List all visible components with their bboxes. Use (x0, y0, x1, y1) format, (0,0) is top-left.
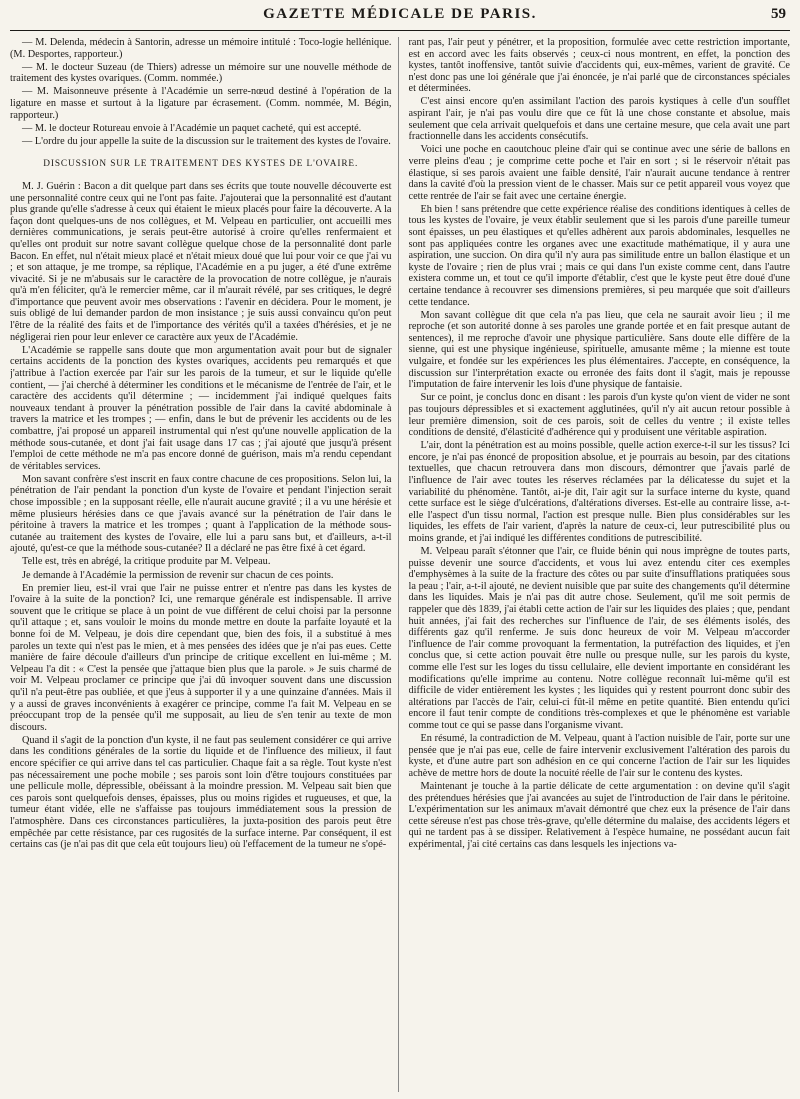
paragraph: Telle est, très en abrégé, la critique produite par M. Velpeau. (22, 556, 271, 568)
paragraph: M. J. Guérin : Bacon a dit quelque part dans ses écrits que toute nouvelle découverte est une personnalité contre ceux qui ne l'ont pas faite. J'ajouterai que la personnalité est d'autant plus grande qu'elle s'adresse à ceux qui étaient le mieux placés pour faire la découverte. A la façon dont quelques-uns de nos collègues, et M. Velpeau en particulier, ont accueilli mes dernières communications, je serais peut-être autorisé à croire qu'elles renfermaient et qu'elles ont produit sur notre savant collègue quelque chose de la personnalité dont parle Bacon. En effet, nul n'était mieux placé et n'était mieux doué que lui pour voir ce que j'ai vu ; et son attaque, je me trompe, sa réplique, l'Académie en a pu juger, a été d'une extrême vivacité. Si je ne m'abusais sur le caractère de la provocation de notre collègue, je n'aurais qu'à m'en féliciter, qu'à le remercier même, car il m'aurait révélé, par ses critiques, le degré d'importance que peuvent avoir mes observations : l'avenir en décidera. Pour le moment, je suis obligé de lui demander pardon de mon insistance ; je suis aussi convaincu qu'on peut l'être de la réalité des faits et de l'importance des vérités qu'il a taxées d'hérésies, et je ne négligerai rien pour leur enlever ce caractère aux yeux de l'Académie. (10, 180, 392, 343)
paragraph: — M. le docteur Rotureau envoie à l'Académie un paquet cacheté, qui est accepté. (22, 122, 362, 134)
journal-title: GAZETTE MÉDICALE DE PARIS. (263, 6, 537, 22)
paragraph: M. Velpeau paraît s'étonner que l'air, ce fluide bénin qui nous imprègne de toutes parts, puisse devenir une source d'accidents, et vous lui avez entendu citer ces exemples d'emphysèmes à la suite de la fracture des côtes ou par suite d'insufflations pratiquées sous la peau ; l'air, a-t-il ajouté, ne devient nuisible que par suite des changements qu'il détermine dans les liquides. Mais je n'ai pas dit autre chose. Seulement, qu'il me soit permis de rappeler que dès 1839, j'ai établi cette action de l'air sur les liquides des plaies ; que, pendant huit années, j'ai fait des recherches sur l'influence de l'air, de ses éléments isolés, des différents gaz qu'il renferme. Je suis donc heureux de voir M. Velpeau m'accorder l'influence de l'air comme provoquant la fermentation, la putréfaction des liquides, et j'en conclus que, si cette action pouvait être nulle ou presque nulle, sur les parois du kyste, comme elle l'est sur les loges du tissu cellulaire, elle devient importante en considérant les modifications qu'elle imprime au contenu. Notre collègue reconnaît lui-même qu'il est difficile de vider entièrement les kystes ; les liquides qui y restent pourront donc subir des altérations par l'accès de l'air, celui-ci fût-il même en petite quantité. Bien entendu qu'ici encore il faut tenir compte de conditions très-complexes et que le phénomène est variable comme tout ce qui se passe dans l'organisme vivant. (408, 546, 790, 731)
paragraph: L'Académie se rappelle sans doute que mon argumentation avait pour but de signaler certains accidents de la ponction des kystes ovariques, accidents peu remarqués et que j'attribue à l'action exercée par l'air sur les parois de la tumeur, et sur le liquide qu'elle contient, — j'ai cherché à déterminer les conditions et le mécanisme de l'entrée de l'air, et le caractère des accidents qu'il détermine ; — incidemment j'ai indiqué quelques faits nouveaux tendant à prouver la pénétration possible de l'air dans la cavité abdominale à travers la matrice et les trompes ; — enfin, dans le but de prévenir les accidents ou de les combattre, j'ai proposé un appareil instrumental qui n'est qu'une nouvelle application de la méthode sous-cutanée, et dont j'ai fait usage dans 17 cas ; j'ai ajouté que jusqu'à présent l'emploi de cette méthode ne m'a pas encore donné de guérison, mais m'a rendu cependant de véritables services. (10, 344, 392, 472)
paragraph: Mon savant collègue dit que cela n'a pas lieu, que cela ne saurait avoir lieu ; il me reproche (et son autorité donne à ses paroles une grande portée et en fait presque autant de sentences), il me reproche d'avoir une physique particulière. Sans doute elle diffère de la sienne, qui est une physique ingénieuse, spirituelle, amusante même ; la mienne est toute vulgaire, et fondée sur les expériences les plus élémentaires. J'accepte, en conséquence, la discussion sur l'interprétation exacte ou erronée des faits dont il s'agit, mais je repousse l'imputation de faire intervenir les lois d'une physique de fantaisie. (408, 309, 790, 391)
paragraph: Eh bien ! sans prétendre que cette expérience réalise des conditions identiques à celles de tous les kystes de l'ovaire, je veux établir seulement que si les parois d'une pareille tumeur sont épaisses, un peu élastiques et qu'elles adhèrent aux parois abdominales, lesquelles ne sont pas appliquées contre les organes avec une exactitude mathématique, il y aura une aspiration, une succion. On dira qu'il n'y aura pas similitude entre un ballon élastique et un kyste de l'ovaire ; rien de plus vrai ; mais ce qui dans l'un existe comme cent, dans l'autre existera comme un, et tout ce qu'il importe d'établir, c'est que le kyste peut être doué d'une certaine tendance à recouvrer ses dimensions premières, si peu marquée que soit d'ailleurs cette tendance. (408, 203, 790, 308)
paragraph: Je demande à l'Académie la permission de revenir sur chacun de ces points. (22, 569, 334, 581)
text-columns (10, 37, 790, 1092)
paragraph: Quand il s'agit de la ponction d'un kyste, il ne faut pas seulement considérer ce qui arrive dans les conditions générales de la sortie du liquide et de l'influence des milieux, il faut encore spécifier ce qui arrive dans tel cas particulier. Chaque fait a sa règle. Tout kyste n'est pas nécessairement une poche mobile ; ses parois sont loin d'être toujours constituées par une pellicule molle, dépressible, obéissant à la moindre pression. M. Velpeau sait bien que ces parois sont quelquefois denses, épaisses, plus ou moins rigides et rugueuses, et que, la tumeur étant vidée, elle ne s'affaisse pas toujours immédiatement sous la pression de l'atmosphère. Dans ces circonstances particulières, la juxta-position des parois peut être empêchée par cette résistance, par ces rugosités de la surface interne. Par conséquent, il est certains cas (je n'ai pas dit que cela eût toujours lieu) où l'effacement de la tumeur ne s'opé- (10, 734, 392, 851)
paragraph: — L'ordre du jour appelle la suite de la discussion sur le traitement des kystes de l'ovaire. (22, 135, 391, 147)
paragraph: C'est ainsi encore qu'en assimilant l'action des parois kystiques à celle d'un soufflet aspirant l'air, je n'ai pas voulu dire que ce fût là une chose constante et absolue, mais seulement que cela arrivait quelquefois et dans une certaine mesure, que cela avait une part fractionnelle dans les accidents consécutifs. (408, 96, 790, 143)
paragraph: Sur ce point, je conclus donc en disant : les parois d'un kyste qu'on vient de vider ne sont pas toujours dépressibles et si exactement agglutinées, qu'il n'y ait aucun retour possible à leur première dimension, soit de ces parois, soit de celles du ventre ; il existe telles conditions de densité, d'élasticité d'adhérence qui y produisent une véritable aspiration. (408, 392, 790, 439)
left-column (10, 37, 399, 1092)
page-number: 59 (771, 6, 786, 22)
paragraph: Mon savant confrère s'est inscrit en faux contre chacune de ces propositions. Selon lui, la pénétration de l'air pendant la ponction d'un kyste de l'ovaire et pendant l'injection serait chose impossible ; en la supposant réelle, elle n'aurait aucune gravité ; il a vu une hérésie et même plusieurs hérésies dans ce que j'avais avancé sur la pénétration de l'air dans le péritoine à travers la matrice et les trompes ; quant à l'application de la méthode sous-cutanée au traitement des kystes de l'ovaire, elle lui a paru sans but, et d'ailleurs, a-t-il ajouté, qu'est-ce que la méthode sous-cutanée? Il a déclaré ne pas être fixé à cet égard. (10, 473, 392, 555)
page-header (10, 0, 790, 31)
paragraph: Maintenant je touche à la partie délicate de cette argumentation : on devine qu'il s'agit des prétendues hérésies que j'ai avancées au sujet de l'introduction de l'air dans le péritoine. L'expérimentation sur les animaux m'avait démontré que chez eux la présence de l'air dans cette séreuse n'est pas chose très-grave, qu'elle détermine du malaise, des accidents légers et qui ne tardent pas à se dissiper. Relativement à l'espèce humaine, ne possédant aucun fait expérimental, j'ai cité certains cas dans lesquels les injections va- (408, 780, 790, 850)
paragraph: — M. Maisonneuve présente à l'Académie un serre-nœud destiné à l'opération de la ligature en masse et surtout à la ligature par écrasement. (Comm. nommée, M. Bégin, rapporteur.) (10, 86, 392, 121)
section-title: DISCUSSION SUR LE TRAITEMENT DES KYSTES DE L'OVAIRE. (43, 159, 359, 170)
paragraph: — M. Delenda, médecin à Santorin, adresse un mémoire intitulé : Toco-logie hellénique. (M. Desportes, rapporteur.) (10, 37, 392, 60)
paragraph: — M. le docteur Suzeau (de Thiers) adresse un mémoire sur une nouvelle méthode de traitement des kystes ovariques. (Comm. nommée.) (10, 61, 392, 85)
paragraph: En premier lieu, est-il vrai que l'air ne puisse entrer et n'entre pas dans les kystes de l'ovaire à la suite de la ponction? Ici, une remarque générale est indispensable. Il arrive souvent que le critique se place à un point de vue différent de celui choisi par la personne qu'il attaque ; et, sans vouloir le moins du monde mettre en doute la parfaite loyauté et la bonne foi de M. Velpeau, je dois dire cependant que, bien des fois, il a substitué à mes paroles un texte qui n'est pas le mien, et à mes pensées des idées que je n'ai pas eues. Cette manière de faire découle d'ailleurs d'un principe de critique excellent en lui-même ; M. Velpeau l'a dit : « C'est la pensée que j'attaque bien plus que la parole. » Je suis charmé de voir M. Velpeau proclamer ce principe que j'ai dû invoquer souvent dans une discussion qu'il n'a peut-être pas oubliée, et que j'eus à supporter il y a une quinzaine d'années. Mais il y a aussi de graves inconvénients à exagérer ce principe, comme l'a fait M. Velpeau en se préoccupant trop de la pensée qu'il me supposait, au lieu de s'en tenir au texte de mon discours. (10, 582, 392, 733)
paragraph: En résumé, la contradiction de M. Velpeau, quant à l'action nuisible de l'air, porte sur une pensée que je n'ai pas eue, celle de faire intervenir exclusivement l'altération des parois du kyste, et d'une autre part son adhésion en ce qui concerne l'action de l'air sur les liquides achève de mettre hors de doute la nocuité réelle de l'air sur le contenu des kystes. (408, 733, 790, 779)
paragraph: L'air, dont la pénétration est au moins possible, quelle action exerce-t-il sur les tissus? Ici encore, je n'ai pas énoncé de proposition absolue, et je pourrais au besoin, par des citations textuelles, que chacun retrouvera dans mon discours, démontrer que j'avais parlé de l'influence de l'air avec toutes les réserves réclamées par la délicatesse du sujet et la variabilité du phénomène. Tantôt, ai-je dit, l'air agit sur la surface interne du kyste, quand cette surface est le siège d'ulcérations, d'altérations diverses. Est-elle au contraire lisse, a-t-elle l'aspect d'un tissu normal, l'action est presque nulle. Bien plus considérables sur les liquides, les effets de l'air varient, d'après la nature de ceux-ci, leur putrescibilité plus ou moins grande, et j'ai indiqué les différentes conditions de putrescibilité. (408, 440, 790, 544)
paragraph: rant pas, l'air peut y pénétrer, et la proposition, formulée avec cette restriction importante, est en accord avec les faits observés ; ceux-ci nous montrent, en effet, la ponction des kystes, tantôt inoffensive, tantôt suivie d'accidents qui, eux-mêmes, varient de gravité. Ce n'est donc pas une loi générale que j'ai énoncée, je n'ai parlé que de circonstances spéciales et déterminées. (408, 37, 790, 95)
right-column (409, 37, 791, 1092)
paragraph: Voici une poche en caoutchouc pleine d'air qui se continue avec une série de ballons en verre pleins d'eau ; je comprime cette poche et l'air en sort ; si le réservoir n'était pas élastique, si ses parois avaient une faible densité, l'air n'aurait aucune tendance à rentrer dans la cavité d'où la pression vient de le chasser. Mais sur ce petit appareil vous voyez que cette rentrée de l'air se fait avec une certaine énergie. (408, 144, 790, 202)
